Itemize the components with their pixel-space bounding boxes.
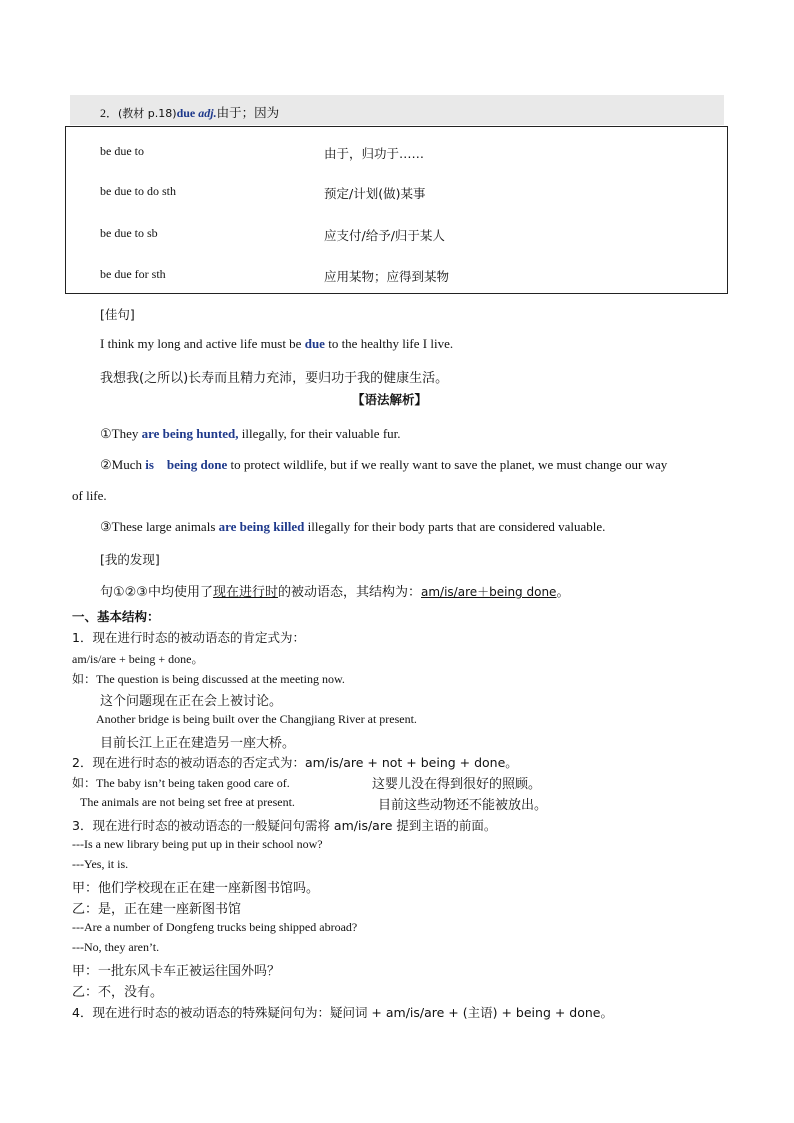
example-text: to the healthy life I live. [324,336,454,351]
vocab-heading [100,103,279,121]
textbook-reference: (教材 p.18) [118,107,177,120]
sentence-keyword: being done [166,457,228,472]
sentence-text: ①They [100,426,142,441]
text-line: 4．现在进行时态的被动语态的特殊疑问句为：疑问词 + am/is/are + (主语) + being + done。 [72,1005,613,1020]
text-line: 如：The question is being discussed at the meeting now. [72,672,345,686]
sentence-text: illegally for their body parts that are considered valuable. [304,519,606,534]
vocab-meaning: 由于，归功于…… [324,146,425,161]
grammar-sentence-2 [100,457,667,473]
section-heading: 一、基本结构： [72,609,160,624]
text-line: 甲：他们学校现在正在建一座新图书馆吗。 [72,881,320,896]
text-line: 乙：是，正在建一座新图书馆 [72,902,242,917]
sentence-keyword: are being hunted, [141,426,239,441]
grammar-sentence-3 [100,519,605,535]
sentence-text: illegally, for their valuable fur. [238,426,401,441]
heading-meaning: 由于；因为 [216,105,280,120]
finding-underlined: 现在进行时 [212,585,278,600]
text-line: ---No, they aren’t. [72,940,160,954]
text-line: 目前长江上正在建造另一座大桥。 [100,736,296,751]
text-line: am/is/are + being + done。 [72,652,204,666]
grammar-sentence-2-cont: of life. [72,488,107,503]
finding-underlined: am/is/are＋being done [421,585,557,599]
text-line: 乙：不，没有。 [72,985,164,1000]
example-tag: [佳句] [100,307,135,322]
text-line: The animals are not being set free at present. [80,795,295,809]
sentence-text: ②Much [100,457,146,472]
example-sentence-en [100,336,453,352]
text-line: 这个问题现在正在会上被讨论。 [100,694,283,709]
heading-pos: adj. [198,106,217,120]
text-line: 这婴儿没在得到很好的照顾。 [372,777,542,792]
example-keyword: due [304,336,325,351]
heading-number: 2． [100,106,119,120]
vocab-meaning: 应用某物；应得到某物 [324,269,450,284]
text-line: 甲：一批东风卡车正被运往国外吗？ [72,964,281,979]
text-line: ---Are a number of Dongfeng trucks being shipped abroad? [72,920,358,934]
text-line: 目前这些动物还不能被放出。 [378,798,548,813]
grammar-sentence-1 [100,426,401,442]
heading-word: due [176,106,196,120]
finding-part: 。 [556,585,570,600]
text-line: ---Yes, it is. [72,857,129,871]
finding-part: 句①②③中均使用了 [100,585,213,600]
grammar-title: 【语法解析】 [352,392,428,407]
text-line: 如：The baby isn’t being taken good care of. [72,776,290,790]
finding-text [100,581,569,600]
sentence-keyword: is [145,457,154,472]
vocab-phrase: be due for sth [100,267,166,281]
text-line: Another bridge is being built over the Changjiang River at present. [96,712,417,726]
text-line: 1．现在进行时态的被动语态的肯定式为： [72,630,305,645]
vocab-table [65,126,728,294]
vocab-phrase: be due to [100,144,144,158]
vocab-meaning: 应支付/给予/归于某人 [324,228,445,243]
sentence-keyword: are being killed [218,519,305,534]
text-line: 3．现在进行时态的被动语态的一般疑问句需将 am/is/are 提到主语的前面。 [72,818,497,833]
example-text: I think my long and active life must be [100,336,305,351]
sentence-text: ③These large animals [100,519,219,534]
vocab-phrase: be due to sb [100,226,158,240]
vocab-phrase: be due to do sth [100,184,176,198]
vocab-meaning: 预定/计划(做)某事 [324,186,426,201]
finding-tag: [我的发现] [100,552,160,567]
example-sentence-cn: 我想我(之所以)长寿而且精力充沛，要归功于我的健康生活。 [100,371,449,386]
text-line: 2．现在进行时态的被动语态的否定式为：am/is/are + not + being + done。 [72,755,518,770]
finding-part: 的被动语态，其结构为： [277,585,421,600]
text-line: ---Is a new library being put up in their school now? [72,837,323,851]
sentence-text: to protect wildlife, but if we really want to save the planet, we must change our way [227,457,668,472]
